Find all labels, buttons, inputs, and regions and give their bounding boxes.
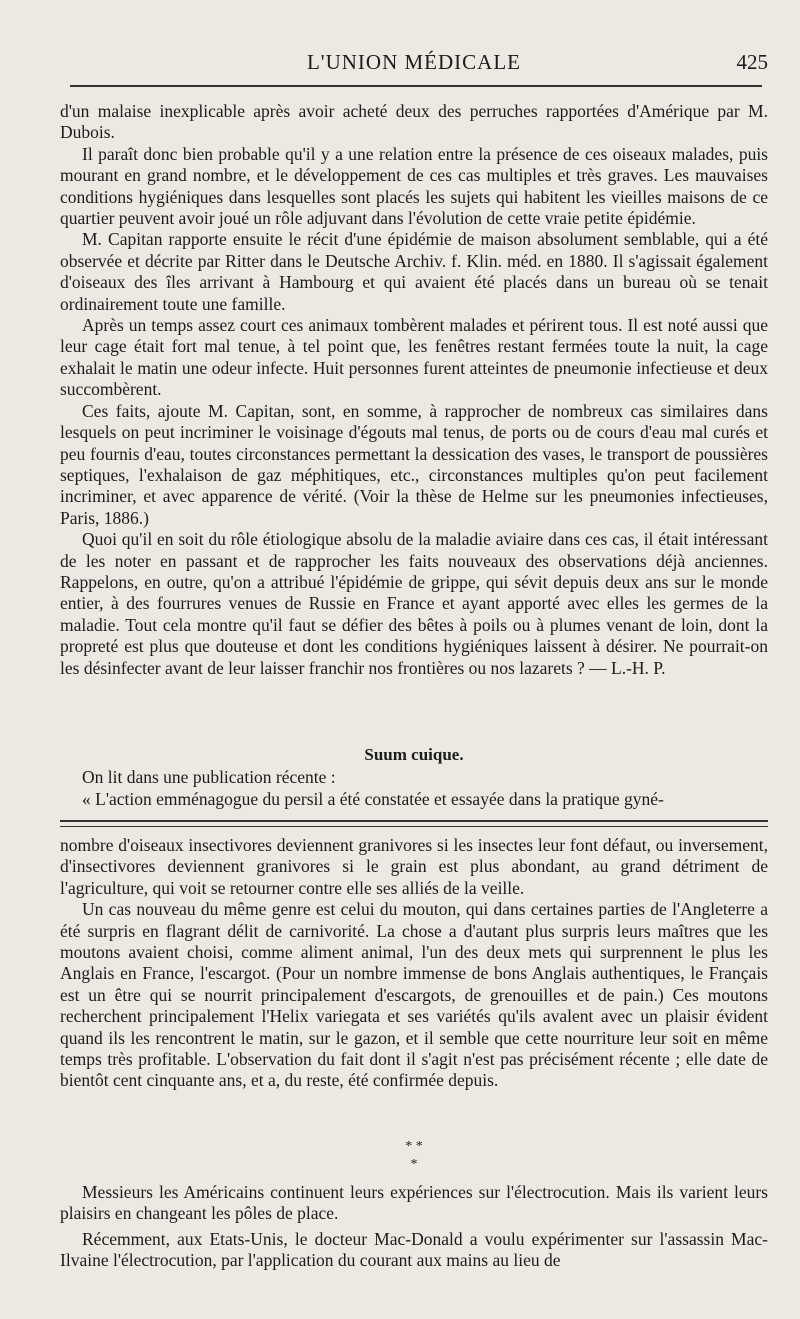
journal-title: L'UNION MÉDICALE [306, 50, 521, 74]
section-title: Suum cuique. [364, 745, 464, 764]
article-psittacosis [60, 101, 768, 679]
paragraph: M. Capitan rapporte ensuite le récit d'une épidémie de maison absolument semblable, qui a été observée et décrite par Ritter dans le Deutsche Archiv. f. Klin. méd. en 1880. Il s'agissait également d'oiseaux des îles arrivant à Hambourg et qui avaient été placés dans un bureau où se tenait ordinairement toute une famille. [60, 229, 768, 314]
paragraph: Un cas nouveau du même genre est celui du mouton, qui dans certaines parties de l'Angleterre a été surpris en flagrant délit de carnivorité. La chose a d'autant plus surpris leurs maîtres que les moutons avaient choisi, comme aliment animal, l'un des deux mets qui surprennent le plus les Anglais en France, l'escargot. (Pour un nombre immense de bons Anglais authentiques, le Français est un être qui se nourrit principalement d'escargots, de grenouilles et de pain.) Ces moutons recherchent principalement l'Helix variegata et ses variétés qu'ils avalent avec un plaisir évident quand ils les rencontrent le matin, sur le gazon, et il semble que cette nourriture leur soit en même temps très profitable. L'observation du fait dont il s'agit n'est pas précisément récente ; elle date de bientôt cent cinquante ans, et a, du reste, été confirmée depuis. [60, 899, 768, 1091]
paragraph: Récemment, aux Etats-Unis, le docteur Mac-Donald a voulu expérimenter sur l'assassin Mac-Ilvaine l'électrocution, par l'application du courant aux mains au lieu de [60, 1228, 768, 1271]
paragraph: Ces faits, ajoute M. Capitan, sont, en somme, à rapprocher de nombreux cas similaires dans lesquels on peut incriminer le voisinage d'égouts mal tenus, de ports ou de cours d'eau mal curés et peu fournis d'eau, toutes circonstances permettant la dessication des vases, le transport de poussières septiques, l'exhalaison de gaz méphitiques, etc., circonstances multiples qu'on peut facilement incriminer, et avec apparence de vérité. (Voir la thèse de Helme sur les pneumonies infectieuses, Paris, 1886.) [60, 400, 768, 528]
paragraph: Il paraît donc bien probable qu'il y a une relation entre la présence de ces oiseaux malades, puis mourant en grand nombre, et le développement de ces cas multiples et très graves. Les mauvaises conditions hygiéniques dans lesquelles sont placés les sujets qui habitent les vieilles maisons de ce quartier peuvent avoir joué un rôle adjuvant dans l'évolution de cette vraie petite épidémie. [60, 143, 768, 229]
paragraph: On lit dans une publication récente : [82, 767, 336, 788]
paragraph: Après un temps assez court ces animaux tombèrent malades et périrent tous. Il est noté aussi que leur cage était fort mal tenue, à tel point que, les fenêtres restant fermées toute la nuit, la cage exhalait le matin une odeur infecte. Huit personnes furent atteintes de pneumonie infectieuse et deux succombèrent. [60, 315, 768, 400]
page-number: 425 [736, 50, 768, 74]
paragraph: Messieurs les Américains continuent leurs expériences sur l'électrocution. Mais ils varient leurs plaisirs en changeant les pôles de place. [60, 1182, 768, 1224]
paragraph: nombre d'oiseaux insectivores deviennent granivores si les insectes leur font défaut, ou inversement, d'insectivores deviennent granivores si le grain est plus abondant, au grand détriment de l'agriculture, qui voit se retourner contre elle ses alliés de la veille. [60, 835, 768, 898]
section-suum-cuique [60, 744, 768, 810]
separator-rule [60, 820, 768, 827]
paragraph: d'un malaise inexplicable après avoir acheté deux des perruches rapportées d'Amérique par M. Dubois. [60, 101, 768, 143]
article-feuilleton [60, 835, 768, 1092]
article-feuilleton-cont [60, 1138, 768, 1272]
paragraph: Quoi qu'il en soit du rôle étiologique absolu de la maladie aviaire dans ces cas, il était intéressant de les noter en passant et de rapprocher les faits nouveaux des observations déjà anciennes. Rappelons, en outre, qu'on a attribué l'épidémie de grippe, qui sévit depuis deux ans sur le monde entier, à des fourrures venues de Russie en France et ayant apporté avec elles les germes de la maladie. Tout cela montre qu'il faut se défier des bêtes à poils ou à plumes venant de loin, dont la propreté est plus que douteuse et dont les conditions hygiéniques laissent à désirer. Ne pourrait-on les désinfecter avant de leur laisser franchir nos frontières ou nos lazarets ? — L.-H. P. [60, 529, 768, 678]
section-separator-stars: * * * [405, 1139, 423, 1172]
running-header [60, 46, 768, 80]
header-rule [70, 85, 762, 87]
paragraph: « L'action emménagogue du persil a été constatée et essayée dans la pratique gyné- [82, 788, 664, 809]
